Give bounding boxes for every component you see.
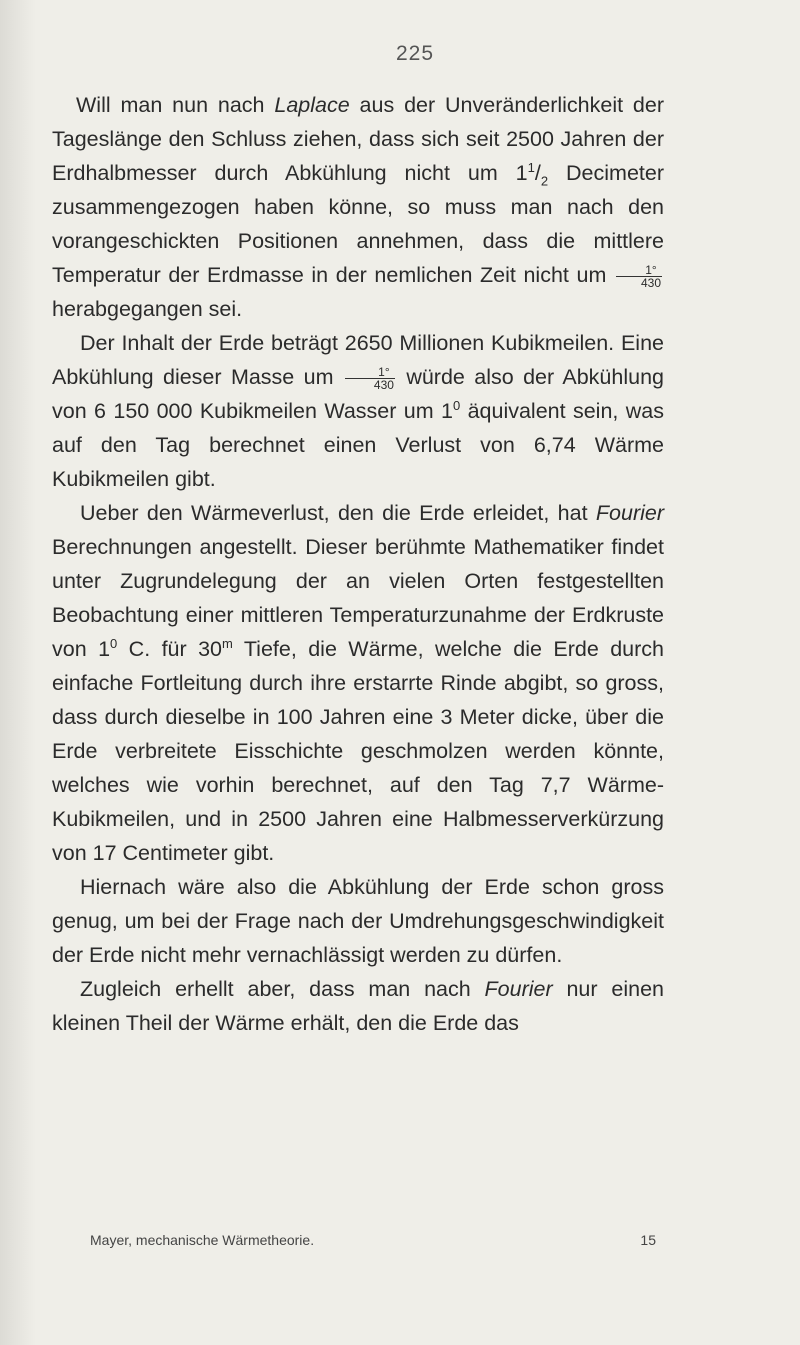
page-number: 225 xyxy=(396,42,435,65)
paragraph-2: Der Inhalt der Erde beträgt 2650 Millionen Kubikmeilen. Eine Abkühlung dieser Masse um $\frac{1^\circ}{430}$ würde also der Abkühlung von 6 150 000 Kubikmeilen Wasser um $1^0$ äquivalent sein, was auf den Tag berechnet einen Verlust von 6,74 Wärme Kubikmeilen gibt. xyxy=(52,331,664,491)
page-footer xyxy=(90,1232,656,1248)
name-laplace: Laplace xyxy=(274,93,350,117)
paragraph-4: Hiernach wäre also die Abkühlung der Erde schon gross genug, um bei der Frage nach der Umdrehungsgeschwindigkeit der Erde nicht mehr vernachlässigt werden zu dürfen. xyxy=(52,875,664,967)
paragraph-5: Zugleich erhellt aber, dass man nach Fourier nur einen kleinen Theil der Wärme erhält, den die Erde das xyxy=(52,977,664,1035)
name-fourier: Fourier xyxy=(595,501,664,525)
fraction-one-degree-430: $\frac{1^\circ}{430}$ xyxy=(616,264,662,289)
body-text xyxy=(52,88,664,1040)
footer-title: Mayer, mechanische Wärmetheorie. xyxy=(90,1232,315,1248)
fraction-one-degree-430: $\frac{1^\circ}{430}$ xyxy=(345,366,395,391)
name-fourier: Fourier xyxy=(484,977,553,1001)
page-edge-shadow xyxy=(0,0,36,1345)
signature-mark: 15 xyxy=(640,1232,656,1248)
paragraph-1: Will man nun nach Laplace aus der Unveränderlichkeit der Tageslänge den Schluss ziehen, dass sich seit 2500 Jahren der Erdhalbmesser durch Abkühlung nicht um $1^1/_2$ Decimeter zusammengezogen haben könne, so muss man nach den vorangeschickten Positionen annehmen, dass die mittlere Temperatur der Erdmasse in der nemlichen Zeit nicht um $\frac{1^\circ}{430}$ herabgegangen sei. xyxy=(52,93,664,321)
paragraph-3: Ueber den Wärmeverlust, den die Erde erleidet, hat Fourier Berechnungen angestellt. Dieser berühmte Mathematiker findet unter Zugrundelegung der an vielen Orten festgestellten Beobachtung einer mittleren Temperaturzunahme der Erdkruste von $1^0$ C. für 30$^m$ Tiefe, die Wärme, welche die Erde durch einfache Fortleitung durch ihre erstarrte Rinde abgibt, so gross, dass durch dieselbe in 100 Jahren eine 3 Meter dicke, über die Erde verbreitete Eisschichte geschmolzen werden könnte, welches wie vorhin berechnet, auf den Tag 7,7 Wärme-Kubikmeilen, und in 2500 Jahren eine Halbmesserverkürzung von 17 Centimeter gibt. xyxy=(52,501,664,865)
